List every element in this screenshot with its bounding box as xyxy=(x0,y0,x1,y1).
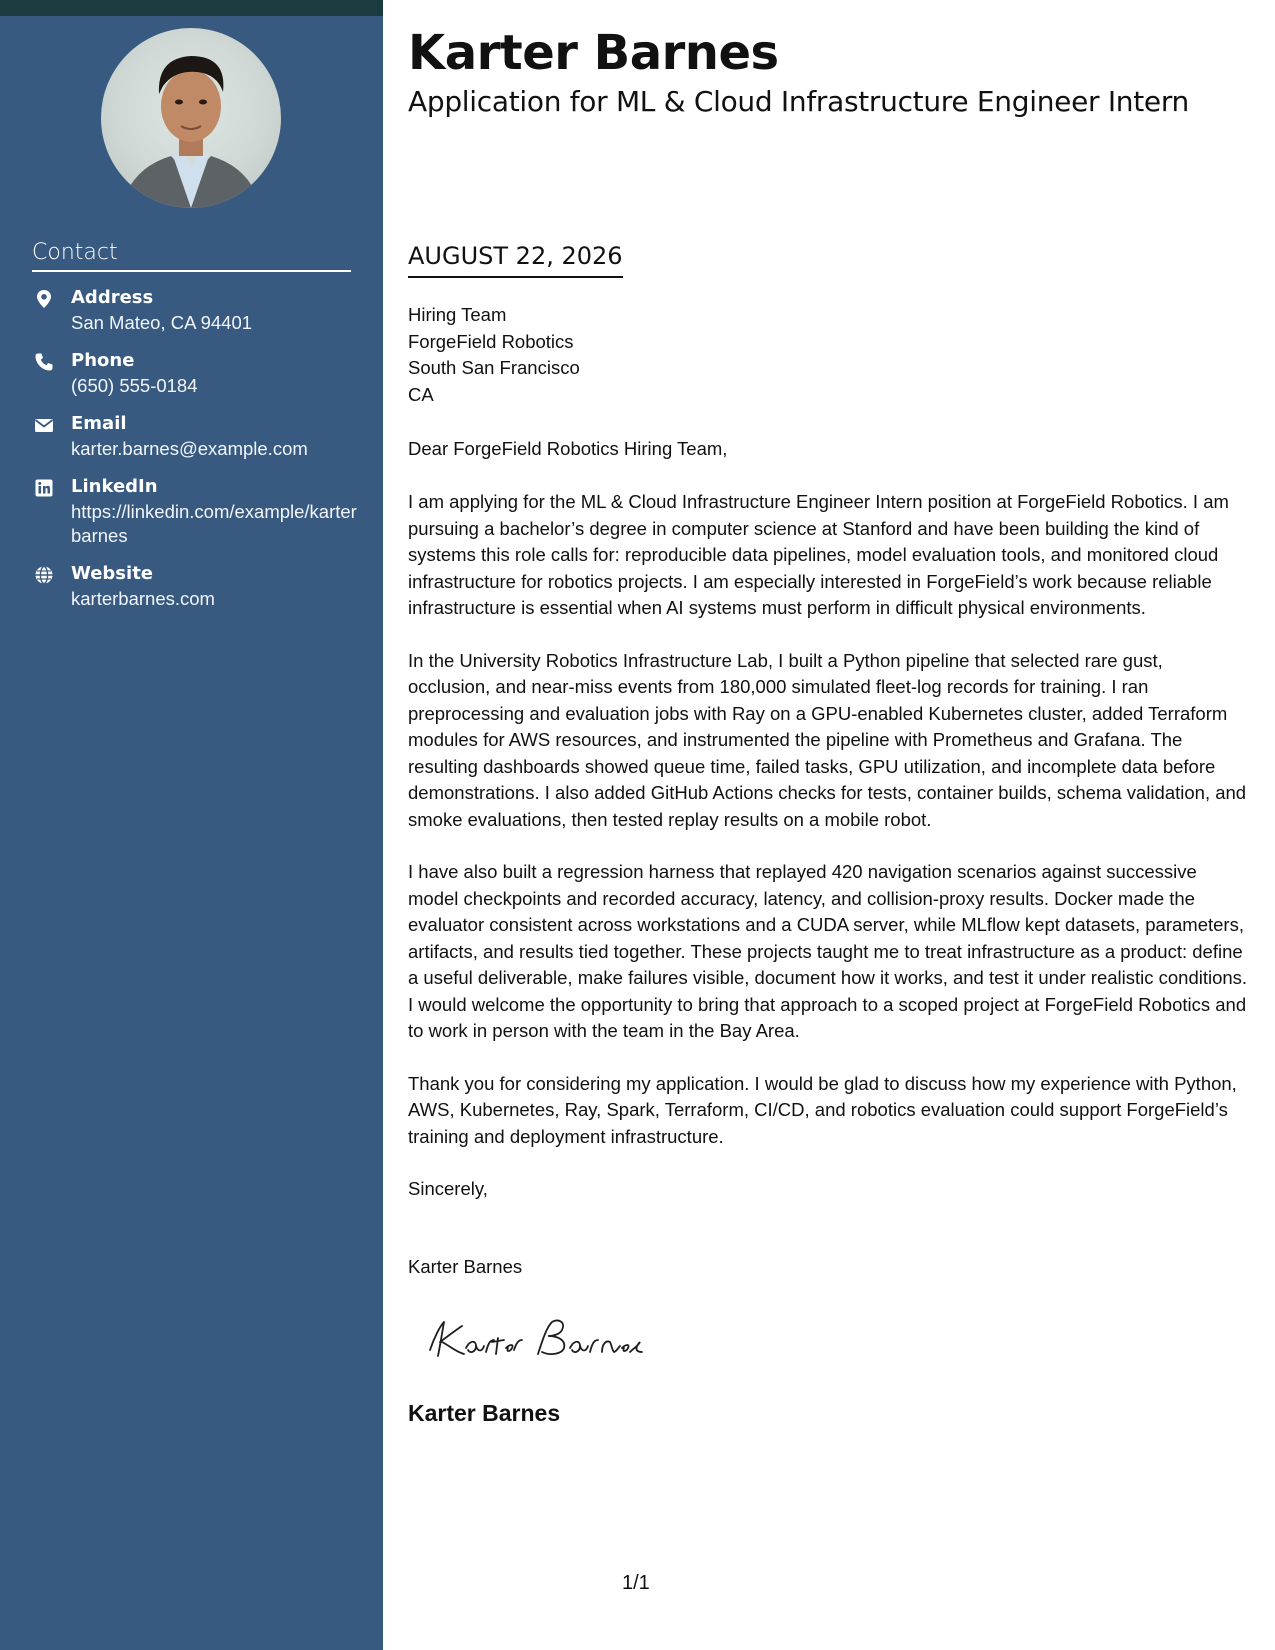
recipient-line: ForgeField Robotics xyxy=(408,330,574,352)
contact-heading: Contact xyxy=(32,238,351,272)
body-paragraph: Thank you for considering my application. I would be glad to discuss how my experience with Python, AWS, Kubernetes, Ray, Spark, Terraform, CI/CD, and robotics evaluation could support ForgeField’s training and deployment infrastructure. xyxy=(408,1072,1237,1147)
sidebar xyxy=(0,16,383,1650)
body-paragraph: I have also built a regression harness that replayed 420 navigation scenarios against successive model checkpoints and recorded accuracy, latency, and collision-proxy results. Docker made the evaluator consistent across workstations and a CUDA server, while MLflow kept datasets, parameters, artifacts, and results tied together. These projects taught me to treat infrastructure as a product: define a useful deliverable, make failures visible, document how it works, and test it under realistic conditions. I would welcome the opportunity to bring that approach to a scoped project at ForgeField Robotics and to work in person with the team in the Bay Area. xyxy=(408,861,1248,1041)
contact-email-value[interactable]: karter.barnes@example.com xyxy=(71,438,308,459)
contact-website-value[interactable]: karterbarnes.com xyxy=(71,588,215,609)
portrait-image xyxy=(101,28,281,208)
final-signed-name: Karter Barnes xyxy=(408,1400,561,1426)
closing: Sincerely, xyxy=(408,1178,488,1199)
contact-address-value: San Mateo, CA 94401 xyxy=(71,312,253,333)
contact-address-label: Address xyxy=(71,287,154,308)
body-paragraph: In the University Robotics Infrastructure Lab, I built a Python pipeline that selected rare gust, occlusion, and near-miss events from 180,000 simulated fleet-log records for training. I ran preprocessing and evaluation jobs with Ray on a GPU-enabled Kubernetes cluster, added Terraform modules for AWS resources, and instrumented the pipeline with Prometheus and Grafana. The resulting dashboards showed queue time, failed tasks, GPU utilization, and incomplete data before demonstrations. I also added GitHub Actions checks for tests, container builds, schema validation, and smoke evaluations, then tested replay results on a mobile robot. xyxy=(408,649,1247,830)
linkedin-icon xyxy=(34,478,54,498)
contact-website-label: Website xyxy=(71,563,154,584)
application-subtitle: Application for ML & Cloud Infrastructure Engineer Intern xyxy=(408,85,1189,118)
page-number: 1/1 xyxy=(622,1572,650,1594)
sidebar-top-bar xyxy=(0,0,383,16)
contact-linkedin-value[interactable]: https://linkedin.com/example/karterbarnes xyxy=(71,501,357,546)
phone-icon xyxy=(34,352,54,372)
recipient-line: CA xyxy=(408,383,434,405)
body-paragraph: I am applying for the ML & Cloud Infrastructure Engineer Intern position at ForgeField Robotics. I am pursuing a bachelor’s degree in computer science at Stanford and have been building the kind of systems this role calls for: reproducible data pipelines, model evaluation tools, and monitored cloud infrastructure for robotics projects. I am especially interested in ForgeField’s work because reliable infrastructure is essential when AI systems must perform in difficult physical environments. xyxy=(408,491,1229,618)
contact-email-label: Email xyxy=(71,413,127,434)
typed-name: Karter Barnes xyxy=(408,1256,523,1277)
recipient-address xyxy=(408,302,580,408)
contact-phone-value[interactable]: (650) 555-0184 xyxy=(71,375,198,396)
globe-icon xyxy=(34,565,54,585)
recipient-line: South San Francisco xyxy=(408,357,580,378)
applicant-name: Karter Barnes xyxy=(408,25,779,81)
contact-linkedin-label: LinkedIn xyxy=(71,476,158,497)
envelope-icon xyxy=(34,415,54,435)
handwritten-signature xyxy=(420,1308,660,1368)
letter-body xyxy=(408,489,1248,1176)
recipient-line: Hiring Team xyxy=(408,304,507,325)
map-pin-icon xyxy=(34,289,54,309)
letter-date: AUGUST 22, 2026 xyxy=(408,240,623,278)
contact-phone-label: Phone xyxy=(71,350,135,371)
salutation: Dear ForgeField Robotics Hiring Team, xyxy=(408,438,728,459)
profile-photo xyxy=(101,28,281,208)
